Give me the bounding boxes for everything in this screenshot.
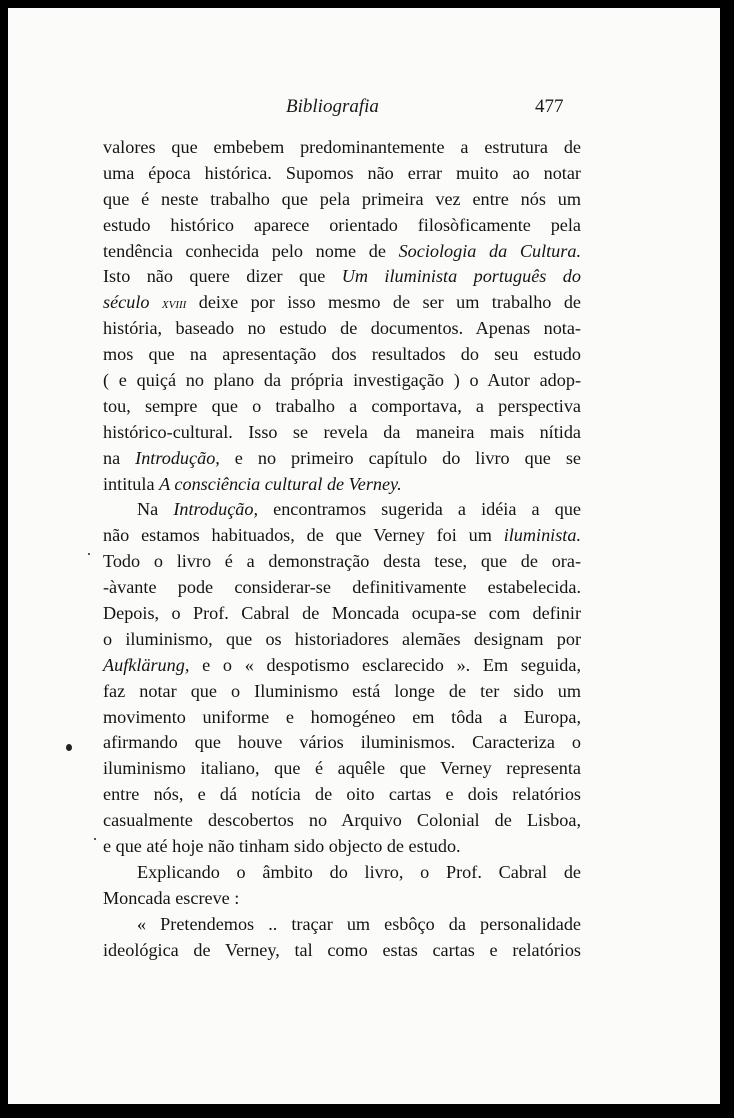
- text-line: estudo histórico aparece orientado filosòficamente pela: [103, 214, 581, 235]
- text-span: e no primeiro capítulo do livro que se: [219, 447, 581, 468]
- text-line: « Pretendemos .. traçar um esbôço da personalidade: [137, 913, 581, 934]
- text-line: Moncada escreve :: [103, 887, 240, 908]
- book-page: [8, 8, 723, 1104]
- body-text: [103, 135, 581, 964]
- text-line: história, baseado no estudo de documentos. Apenas nota-: [103, 318, 581, 339]
- text-line: mos que na apresentação dos resultados do seu estudo: [103, 344, 581, 365]
- text-line: -àvante pode considerar-se definitivamente estabelecida.: [103, 577, 581, 598]
- italic-span: Sociologia da Cultura.: [398, 240, 581, 261]
- print-speck: [88, 553, 90, 555]
- text-line: Explicando o âmbito do livro, o Prof. Cabral de: [137, 861, 581, 882]
- text-line: movimento uniforme e homogéneo em tôda a Europa,: [103, 706, 581, 727]
- text-span: não estamos habituados, de que Verney foi um: [103, 525, 504, 546]
- text-line: histórico-cultural. Isso se revela da maneira mais nítida: [103, 421, 581, 442]
- text-span: encontramos sugerida a idéia a que: [258, 499, 581, 520]
- text-span: Na: [137, 499, 174, 520]
- italic-span: século: [103, 292, 162, 313]
- text-line: ( e quiçá no plano da própria investigação ) o Autor adop-: [103, 370, 581, 391]
- text-span: na: [103, 447, 136, 468]
- text-line: tou, sempre que o trabalho a comportava, a perspectiva: [103, 395, 581, 416]
- italic-span: iluminista.: [503, 525, 581, 546]
- text-span: e o « despotismo esclarecido ». Em seguida,: [189, 654, 581, 675]
- italic-span: Um iluminista português do: [341, 266, 581, 287]
- italic-span: A consciência cultural de Verney.: [159, 473, 402, 494]
- text-line: valores que embebem predominantemente a estrutura de: [103, 137, 581, 157]
- text-line: [103, 239, 581, 265]
- text-span: deixe por isso mesmo de ser um trabalho de: [186, 292, 581, 313]
- text-line: entre nós, e dá notícia de oito cartas e dois relatórios: [103, 784, 581, 805]
- text-span: Isto não quere dizer que: [103, 266, 342, 287]
- text-line: faz notar que o Iluminismo está longe de ter sido um: [103, 680, 581, 701]
- text-line: uma época histórica. Supomos não errar muito ao notar: [103, 162, 581, 183]
- text-line: o iluminismo, que os historiadores alemães designam por: [103, 628, 581, 649]
- text-line: [103, 523, 581, 549]
- text-line: que é neste trabalho que pela primeira vez entre nós um: [103, 188, 581, 209]
- text-span: intitula: [103, 473, 160, 494]
- text-line: ideológica de Verney, tal como estas cartas e relatórios: [103, 939, 581, 960]
- text-line: [103, 472, 581, 498]
- text-line: [103, 446, 581, 472]
- text-line: [103, 653, 581, 679]
- text-line: [103, 497, 581, 523]
- italic-span: Aufklärung,: [103, 654, 190, 675]
- page-header: [8, 96, 720, 122]
- text-span: tendência conhecida pelo nome de: [103, 240, 399, 261]
- page-number: 477: [535, 96, 564, 117]
- italic-span: Introdução,: [135, 447, 220, 468]
- text-line: afirmando que houve vários iluminismos. Caracteriza o: [103, 732, 581, 753]
- text-line: iluminismo italiano, que é aquêle que Verney representa: [103, 758, 581, 779]
- print-speck: [66, 744, 72, 751]
- small-caps-span: xviii: [161, 296, 187, 313]
- text-line: [103, 264, 581, 290]
- italic-span: Introdução,: [173, 499, 259, 520]
- text-line: e que até hoje não tinham sido objecto de estudo.: [103, 836, 461, 857]
- text-line: Depois, o Prof. Cabral de Moncada ocupa-se com definir: [103, 603, 581, 624]
- text-line: casualmente descobertos no Arquivo Colonial de Lisboa,: [103, 810, 581, 831]
- running-title: Bibliografia: [286, 96, 379, 117]
- text-line: [103, 290, 581, 316]
- print-speck: [94, 838, 96, 840]
- text-line: Todo o livro é a demonstração desta tese, que de ora-: [103, 551, 581, 572]
